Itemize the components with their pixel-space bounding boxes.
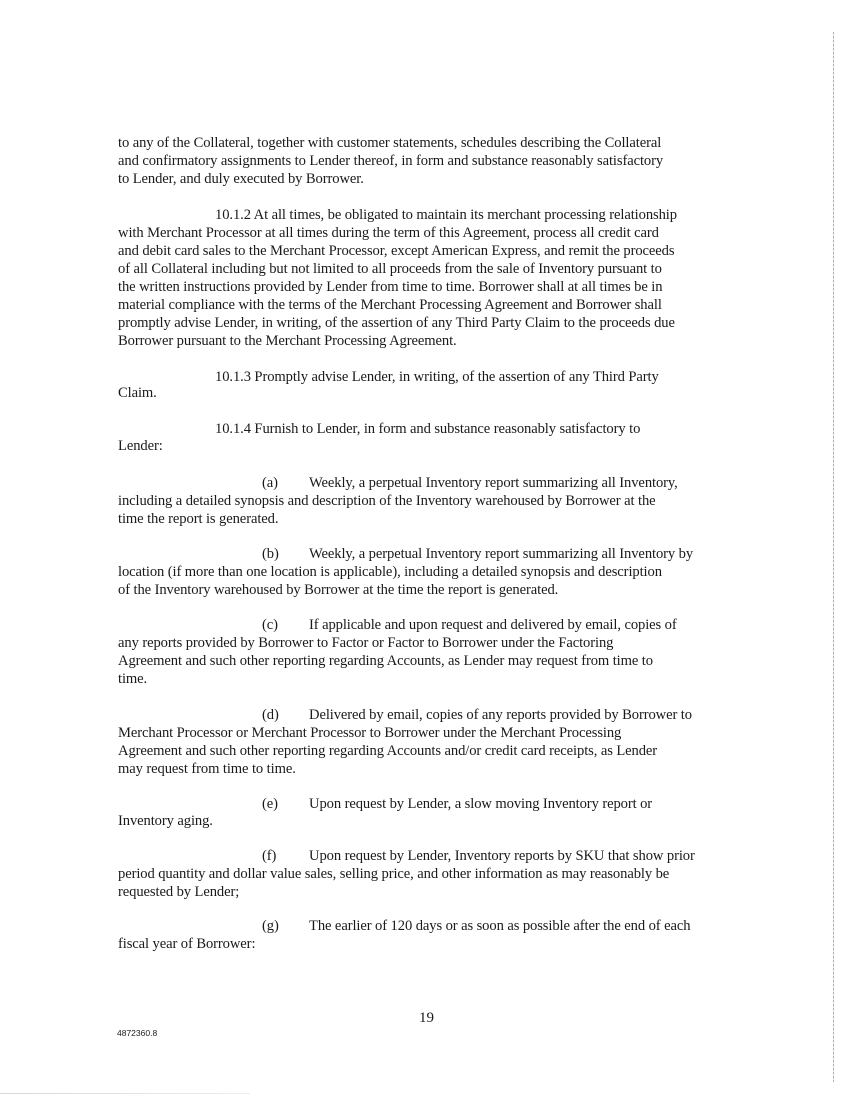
text-line: requested by Lender;: [118, 884, 240, 900]
page-number: 19: [419, 1010, 434, 1026]
text-line: period quantity and dollar value sales, selling price, and other information as may reasonably be: [118, 866, 670, 882]
text-line: with Merchant Processor at all times during the term of this Agreement, process all credit card: [118, 225, 659, 241]
text-line: Delivered by email, copies of any reports provided by Borrower to: [309, 707, 692, 723]
text-line: Agreement and such other reporting regarding Accounts and/or credit card receipts, as Lender: [118, 743, 658, 759]
text-line: the written instructions provided by Lender from time to time. Borrower shall at all times be in: [118, 279, 663, 295]
text-line: to Lender, and duly executed by Borrower.: [118, 171, 364, 187]
text-line: time the report is generated.: [118, 511, 279, 527]
text-line: material compliance with the terms of the Merchant Processing Agreement and Borrower shall: [118, 297, 662, 313]
scan-edge-right: [833, 32, 834, 1082]
subsection-label: (g): [262, 918, 279, 934]
text-line: Weekly, a perpetual Inventory report summarizing all Inventory,: [309, 475, 678, 491]
text-line: Lender:: [118, 438, 163, 454]
section-heading-line: 10.1.3 Promptly advise Lender, in writing, of the assertion of any Third Party: [215, 369, 659, 385]
subsection-label: (a): [262, 475, 278, 491]
text-line: may request from time to time.: [118, 761, 296, 777]
text-line: any reports provided by Borrower to Factor or Factor to Borrower under the Factoring: [118, 635, 614, 651]
subsection-label: (f): [262, 848, 277, 864]
text-line: Upon request by Lender, Inventory reports by SKU that show prior: [309, 848, 695, 864]
text-line: and debit card sales to the Merchant Processor, except American Express, and remit the proceeds: [118, 243, 675, 259]
text-line: Weekly, a perpetual Inventory report summarizing all Inventory by: [309, 546, 694, 562]
text-line: time.: [118, 671, 148, 687]
text-line: Borrower pursuant to the Merchant Processing Agreement.: [118, 333, 457, 349]
subsection-label: (d): [262, 707, 279, 723]
scan-edge-bottom: [0, 1093, 250, 1094]
text-line: Agreement and such other reporting regarding Accounts, as Lender may request from time to: [118, 653, 653, 669]
document-id: 4872360.8: [117, 1028, 158, 1038]
text-line: Upon request by Lender, a slow moving Inventory report or: [309, 796, 653, 812]
section-heading-line: 10.1.4 Furnish to Lender, in form and substance reasonably satisfactory to: [215, 421, 641, 437]
subsection-label: (e): [262, 796, 278, 812]
text-line: The earlier of 120 days or as soon as possible after the end of each: [309, 918, 691, 934]
text-line: Inventory aging.: [118, 813, 213, 829]
text-line: fiscal year of Borrower:: [118, 936, 256, 952]
text-line: of all Collateral including but not limited to all proceeds from the sale of Inventory pursuant to: [118, 261, 662, 277]
text-line: including a detailed synopsis and description of the Inventory warehoused by Borrower at the: [118, 493, 656, 509]
text-line: and confirmatory assignments to Lender thereof, in form and substance reasonably satisfactory: [118, 153, 664, 169]
text-line: Claim.: [118, 385, 157, 401]
subsection-label: (b): [262, 546, 279, 562]
text-line: promptly advise Lender, in writing, of the assertion of any Third Party Claim to the proceeds due: [118, 315, 675, 331]
text-line: of the Inventory warehoused by Borrower at the time the report is generated.: [118, 582, 559, 598]
text-line: If applicable and upon request and delivered by email, copies of: [309, 617, 677, 633]
text-line: to any of the Collateral, together with customer statements, schedules describing the Collateral: [118, 135, 662, 151]
text-line: location (if more than one location is applicable), including a detailed synopsis and description: [118, 564, 662, 580]
subsection-label: (c): [262, 617, 278, 633]
text-line: Merchant Processor or Merchant Processor to Borrower under the Merchant Processing: [118, 725, 622, 741]
section-heading-line: 10.1.2 At all times, be obligated to maintain its merchant processing relationship: [215, 207, 677, 223]
